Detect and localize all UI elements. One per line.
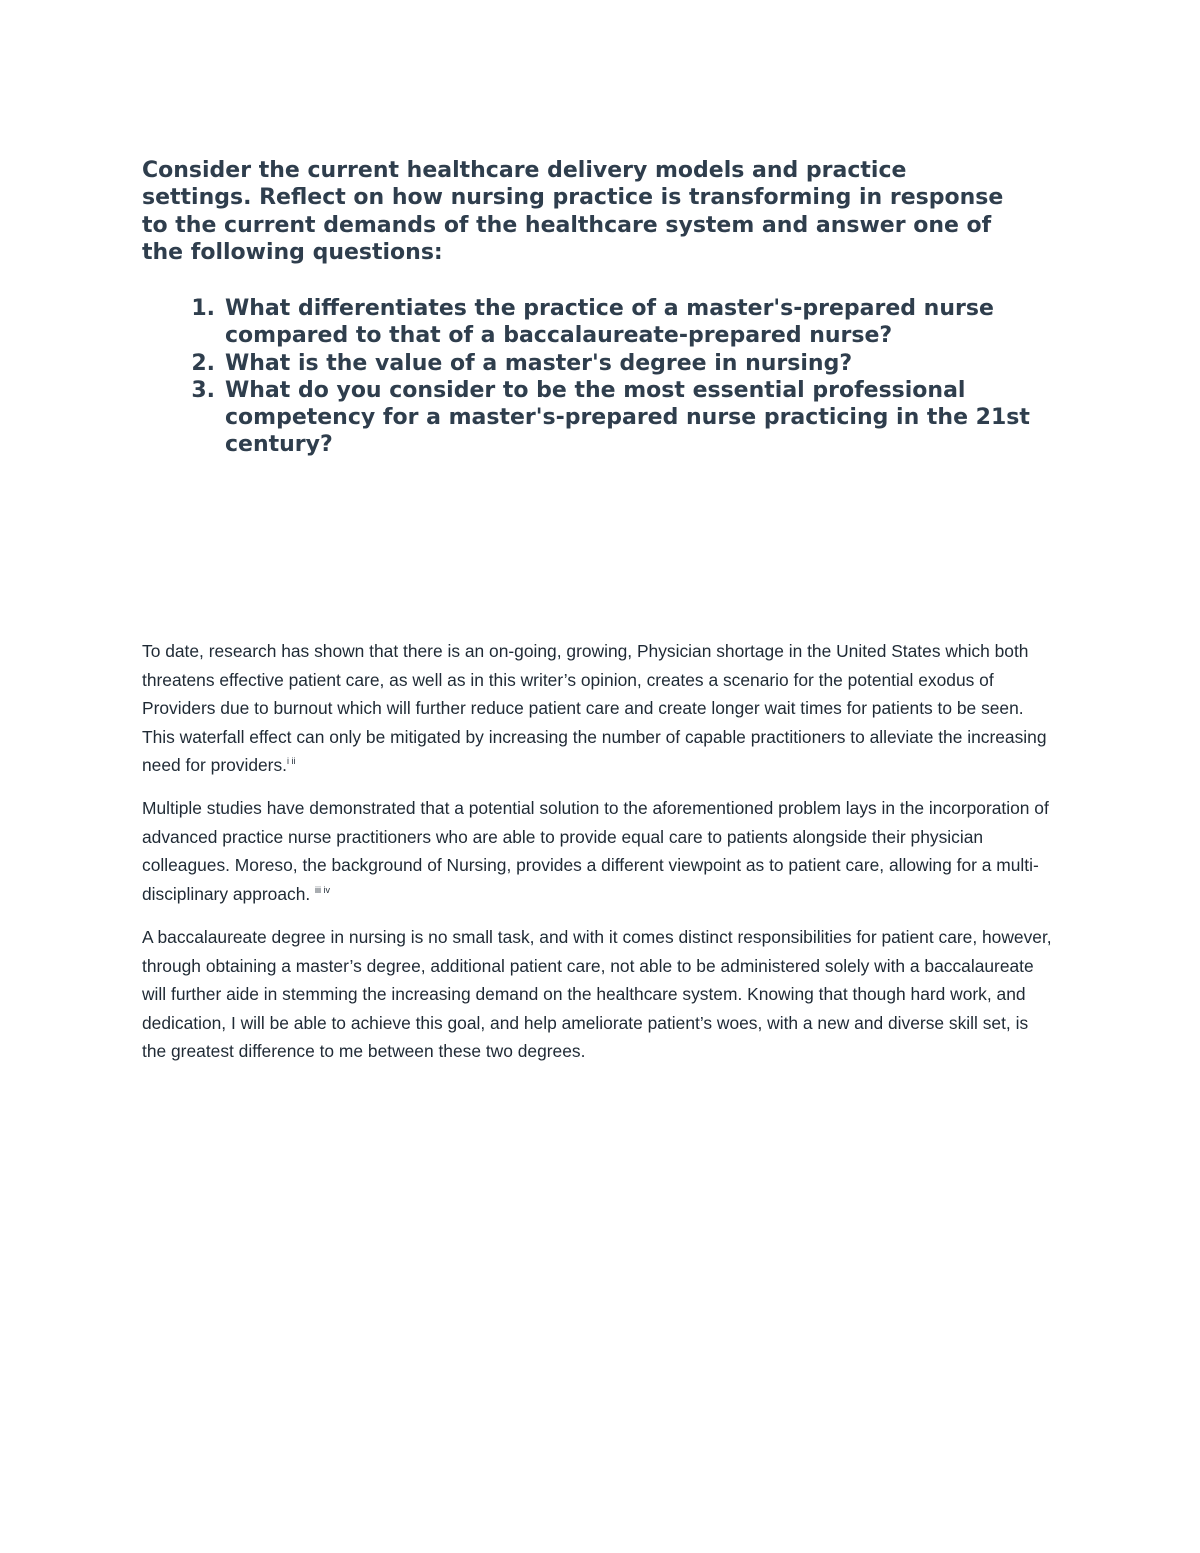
list-item [142,377,1042,459]
list-number: 1. [191,296,215,321]
assignment-prompt: Consider the current healthcare delivery models and practice settings. Reflect on how nursing practice is transforming in response to the current demands of the healthcare system and answer one of the following questions: [142,158,1004,265]
question-list [142,295,1042,459]
question-text: What differentiates the practice of a master's-prepared nurse compared to that of a baccalaureate-prepared nurse? [225,296,994,349]
list-item [142,350,1042,377]
endnote-reference: iii iv [315,884,331,895]
body-paragraph [142,794,1054,908]
body-paragraph: A baccalaureate degree in nursing is no small task, and with it comes distinct responsibilities for patient care, however, through obtaining a master’s degree, additional patient care, not able to be administered solely with a baccalaureate will further aide in stemming the increasing demand on the healthcare system. Knowing that though hard work, and dedication, I will be able to achieve this goal, and help ameliorate patient’s woes, with a new and diverse skill set, is the greatest difference to me between these two degrees. [142,927,1052,1062]
question-text: What is the value of a master's degree in nursing? [225,350,853,376]
list-item [142,295,1042,350]
list-number: 3. [191,377,215,403]
paragraph-text: Multiple studies have demonstrated that a potential solution to the aforementioned problem lays in the incorporation of advanced practice nurse practitioners who are able to provide equal care to patients alongside their physician colleagues. Moreso, the background of Nursing, provides a different viewpoint as to patient care, allowing for a multi-disciplinary approach. [142,798,1049,904]
question-text: What do you consider to be the most essential professional competency for a master's-prepared nurse practicing in the 21st century? [225,377,1030,458]
list-number: 2. [191,350,215,376]
body-paragraph [142,637,1054,780]
endnote-reference: i ii [287,756,296,767]
paragraph-text: To date, research has shown that there is an on-going, growing, Physician shortage in the United States which both threatens effective patient care, as well as in this writer’s opinion, creates a scenario for the potential exodus of Providers due to burnout which will further reduce patient care and create longer wait times for patients to be seen. This waterfall effect can only be mitigated by increasing the number of capable practitioners to alleviate the increasing need for providers. [142,641,1047,776]
